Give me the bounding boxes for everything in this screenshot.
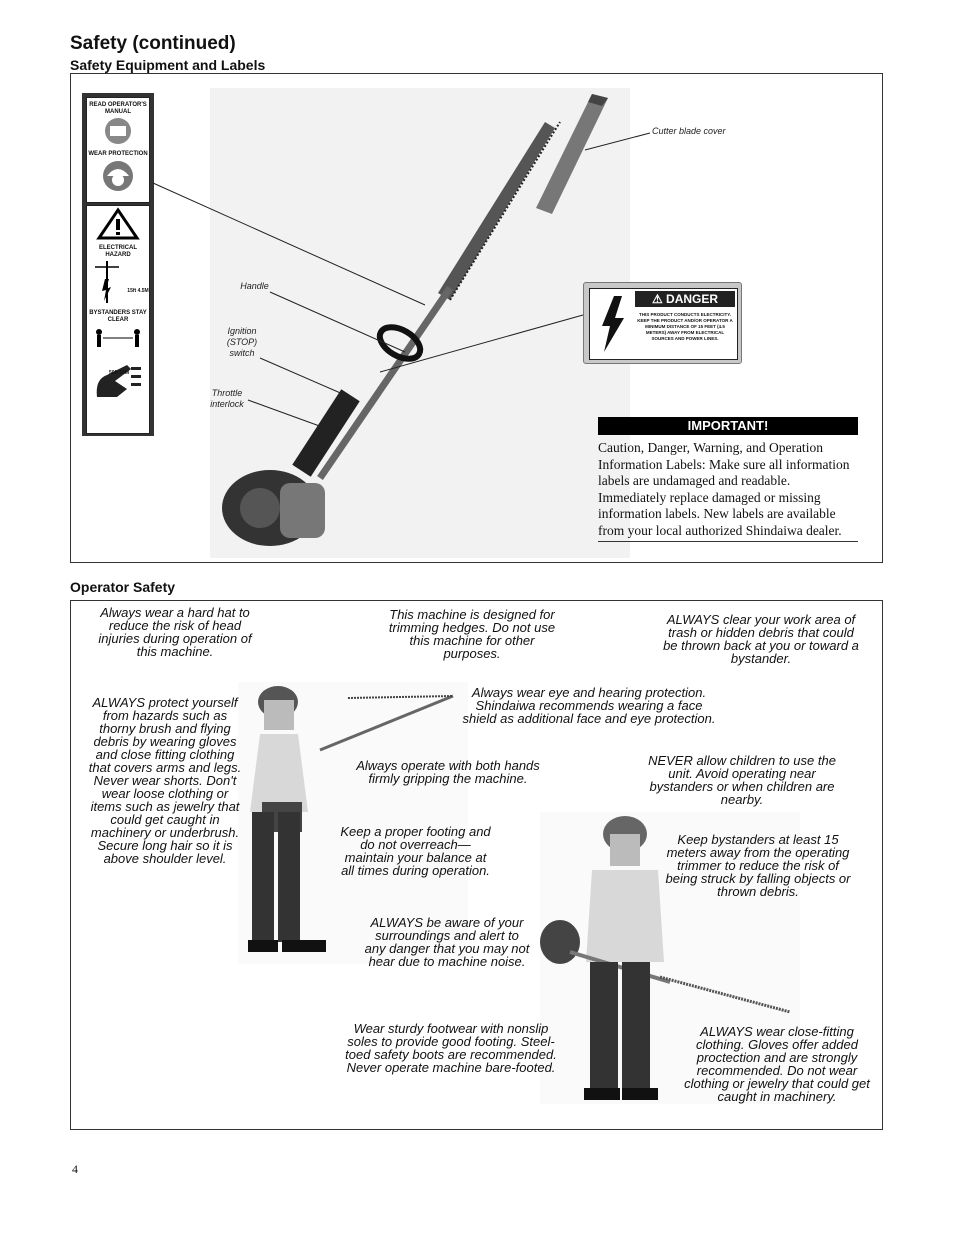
tip-aware: ALWAYS be aware of your surroundings and alert to any danger that you may not hear due to machine noise. [364,915,530,969]
tip-children: NEVER allow children to use the unit. Avoid operating near bystanders or when children are nearby. [648,753,836,807]
danger-heading [635,291,735,307]
danger-label-inner [589,288,738,360]
tip-designed-use: This machine is designed for trimming hedges. Do not use this machine for other purposes. [388,607,556,661]
wear-protection-text: WEAR PROTECTION [88,151,148,157]
important-text: Caution, Danger, Warning, and Operation Information Labels: Make sure all information labels are undamaged and readable. Immediately replace damaged or missing information labels. New labels are available from your local authorized Shindaiwa dealer. [598,440,850,538]
tip-bystanders: Keep bystanders at least 15 meters away from the operating trimmer to reduce the risk of being struck by falling objects or thrown debris. [665,832,851,899]
callout-ignition-switch: Ignition (STOP) switch [226,326,258,358]
title-main: Safety [70,33,128,54]
important-heading: IMPORTANT! [598,417,858,435]
read-manual-text: READ OPERATOR'S MANUAL [89,102,147,115]
bystanders-text: BYSTANDERS STAY CLEAR [89,310,147,323]
electrical-hazard-text: ELECTRICAL HAZARD [99,245,137,258]
warning-triangle-icon: ⚠ [651,292,663,306]
tip-hard-hat: Always wear a hard hat to reduce the risk of head injuries during operation of this machine. [98,605,252,659]
distance-50ft-text: 50ft 15M [109,370,130,376]
page-number: 4 [72,1162,78,1176]
callout-throttle-interlock: Throttle interlock [210,388,244,409]
section-heading-labels: Safety Equipment and Labels [70,57,266,73]
lightning-bolt-icon [594,294,630,354]
tip-footwear: Wear sturdy footwear with nonslip soles to provide good footing. Steel-toed safety boots are recommended. Never operate machine bare-footed. [345,1021,557,1075]
tip-close-fitting: ALWAYS wear close-fitting clothing. Gloves offer added proctection and are strongly recommended. Do not wear clothing or jewelry that could get caught in machinery. [684,1024,870,1104]
tip-protect-yourself: ALWAYS protect yourself from hazards such as thorny brush and flying debris by wearing gloves and close fitting clothing that covers arms and legs. Never wear shorts. Don't wear loose clothing or items such as jewelry that could get caught in machinery or underbrush. Secure long hair so it is above shoulder level. [88,695,242,866]
danger-body-text: THIS PRODUCT CONDUCTS ELECTRICITY. KEEP THE PRODUCT AND/OR OPERATOR A MINIMUM DISTANCE OF 15 FEET (4.5 METERS) AWAY FROM ELECTRICAL SOURCES AND POWER LINES. [637,312,733,341]
section-heading-operator: Operator Safety [70,579,176,595]
distance-15ft-text: 15ft 4.5M [127,288,149,294]
danger-label [583,282,742,364]
tip-clear-area: ALWAYS clear your work area of trash or hidden debris that could be thrown back at you or toward a bystander. [663,612,859,666]
title-suffix: (continued) [132,33,236,54]
tip-both-hands: Always operate with both hands firmly gripping the machine. [356,758,540,786]
tip-footing: Keep a proper footing and do not overreach—maintain your balance at all times during operation. [340,824,491,878]
callout-handle: Handle [240,281,269,291]
danger-heading-text: DANGER [666,292,719,306]
tip-eye-hearing: Always wear eye and hearing protection. Shindaiwa recommends wearing a face shield as additional face and eye protection. [462,685,716,726]
callout-cutter-blade-cover: Cutter blade cover [652,126,726,136]
important-rule [598,541,858,542]
